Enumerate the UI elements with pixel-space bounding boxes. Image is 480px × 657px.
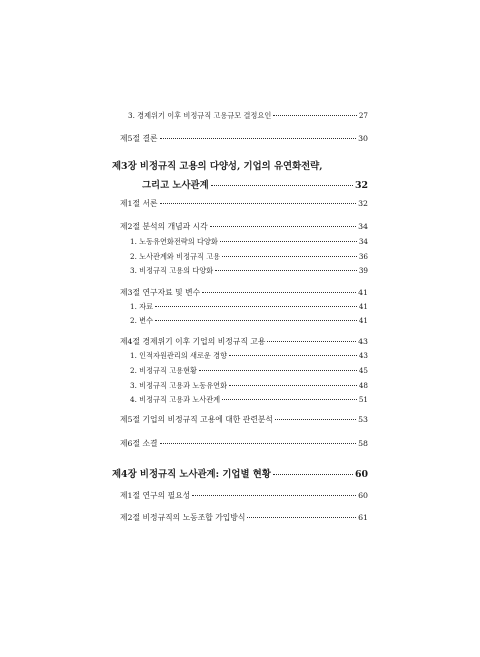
toc-entry-page: 39 bbox=[358, 266, 368, 275]
toc-entry-title: 3. 경제위기 이후 비정규직 고용규모 결정요인 bbox=[128, 111, 272, 120]
dot-leader bbox=[229, 385, 357, 386]
toc-entry bbox=[0, 221, 368, 232]
toc-entry-title: 제5절 결론 bbox=[120, 134, 158, 143]
toc-chapter-entry bbox=[0, 177, 368, 191]
toc-entry-page: 41 bbox=[358, 288, 368, 297]
toc-entry-title: 2. 비정규직 고용현황 bbox=[130, 366, 197, 375]
toc-entry-title: 제2절 비정규직의 노동조합 가입방식 bbox=[120, 513, 246, 522]
toc-entry-title: 1. 인적자원관리의 새로운 경향 bbox=[130, 351, 228, 360]
toc-entry-page: 32 bbox=[354, 180, 368, 191]
dot-leader bbox=[199, 370, 357, 371]
toc-entry-title: 4. 비정규직 고용과 노사관계 bbox=[130, 395, 221, 404]
toc-entry bbox=[0, 381, 368, 391]
toc-entry-page: 34 bbox=[358, 237, 368, 246]
toc-entry-page: 60 bbox=[354, 469, 368, 480]
dot-leader bbox=[247, 517, 356, 518]
toc-entry-page: 30 bbox=[358, 134, 368, 143]
toc-entry-title: 3. 비정규직 고용의 다양화 bbox=[130, 266, 214, 275]
toc-entry-title: 제3절 연구자료 및 변수 bbox=[120, 288, 201, 297]
toc-entry-page: 32 bbox=[358, 199, 368, 208]
toc-entry bbox=[0, 414, 368, 425]
dot-leader bbox=[273, 474, 353, 475]
dot-leader bbox=[222, 399, 357, 400]
toc-entry-page: 41 bbox=[358, 302, 368, 311]
dot-leader bbox=[160, 138, 357, 139]
toc-entry-page: 48 bbox=[358, 381, 368, 390]
toc-entry-page: 27 bbox=[358, 111, 368, 120]
toc-entry bbox=[0, 336, 368, 347]
dot-leader bbox=[229, 355, 357, 356]
toc-entry-title: 제4절 경제위기 이후 기업의 비정규직 고용 bbox=[120, 337, 266, 346]
dot-leader bbox=[160, 203, 357, 204]
dot-leader bbox=[202, 292, 356, 293]
dot-leader bbox=[160, 443, 357, 444]
toc-entry bbox=[0, 266, 368, 276]
dot-leader bbox=[215, 270, 357, 271]
toc-entry-title: 그리고 노사관계 bbox=[142, 180, 209, 191]
dot-leader bbox=[155, 306, 357, 307]
toc-entry-page: 34 bbox=[358, 222, 368, 231]
toc-entry-page: 61 bbox=[358, 513, 368, 522]
toc-entry-title: 1. 노동유연화전략의 다양화 bbox=[130, 237, 218, 246]
toc-entry bbox=[0, 252, 368, 262]
toc-entry-page: 43 bbox=[358, 351, 368, 360]
dot-leader bbox=[220, 241, 357, 242]
toc-entry bbox=[0, 237, 368, 247]
toc-entry-page: 60 bbox=[358, 491, 368, 500]
toc-entry bbox=[0, 490, 368, 501]
toc-entry-title: 제2절 분석의 개념과 시각 bbox=[120, 222, 208, 231]
toc-entry bbox=[0, 316, 368, 326]
toc-entry bbox=[0, 287, 368, 298]
toc-entry bbox=[0, 198, 368, 209]
toc-entry-page: 53 bbox=[358, 415, 368, 424]
toc-entry bbox=[0, 133, 368, 144]
toc-entry-page: 58 bbox=[358, 439, 368, 448]
toc-entry bbox=[0, 395, 368, 405]
toc-entry bbox=[0, 438, 368, 449]
dot-leader bbox=[210, 226, 356, 227]
toc-entry-page: 36 bbox=[358, 252, 368, 261]
dot-leader bbox=[222, 256, 357, 257]
toc-entry bbox=[0, 302, 368, 312]
toc-entry-page: 51 bbox=[358, 395, 368, 404]
toc-entry-title: 2. 변수 bbox=[130, 316, 154, 325]
toc-entry bbox=[0, 351, 368, 361]
dot-leader bbox=[267, 341, 356, 342]
toc-entry-title: 제6절 소결 bbox=[120, 439, 158, 448]
toc-entry-title: 제5절 기업의 비정규직 고용에 대한 관련분석 bbox=[120, 415, 273, 424]
dot-leader bbox=[192, 495, 356, 496]
toc-entry bbox=[0, 512, 368, 523]
toc-entry-title: 제1절 연구의 필요성 bbox=[120, 491, 191, 500]
toc-entry-title: 3. 비정규직 고용과 노동유연화 bbox=[130, 381, 228, 390]
toc-chapter-entry bbox=[0, 466, 368, 480]
dot-leader bbox=[275, 419, 356, 420]
toc-entry-page: 45 bbox=[358, 366, 368, 375]
toc-entry-title: 1. 자료 bbox=[130, 302, 154, 311]
toc-entry-page: 41 bbox=[358, 316, 368, 325]
toc-entry bbox=[0, 366, 368, 376]
dot-leader bbox=[211, 185, 353, 186]
toc-entry-title: 제4장 비정규직 노사관계: 기업별 현황 bbox=[112, 469, 271, 480]
dot-leader bbox=[155, 320, 357, 321]
toc-entry-title: 제1절 서론 bbox=[120, 199, 158, 208]
toc-entry-title: 2. 노사관계와 비정규직 고용 bbox=[130, 252, 221, 261]
dot-leader bbox=[273, 115, 357, 116]
chapter-title-line1: 제3장 비정규직 고용의 다양성, 기업의 유연화전략, bbox=[112, 161, 323, 172]
toc-entry bbox=[0, 111, 368, 121]
toc-entry-page: 43 bbox=[358, 337, 368, 346]
